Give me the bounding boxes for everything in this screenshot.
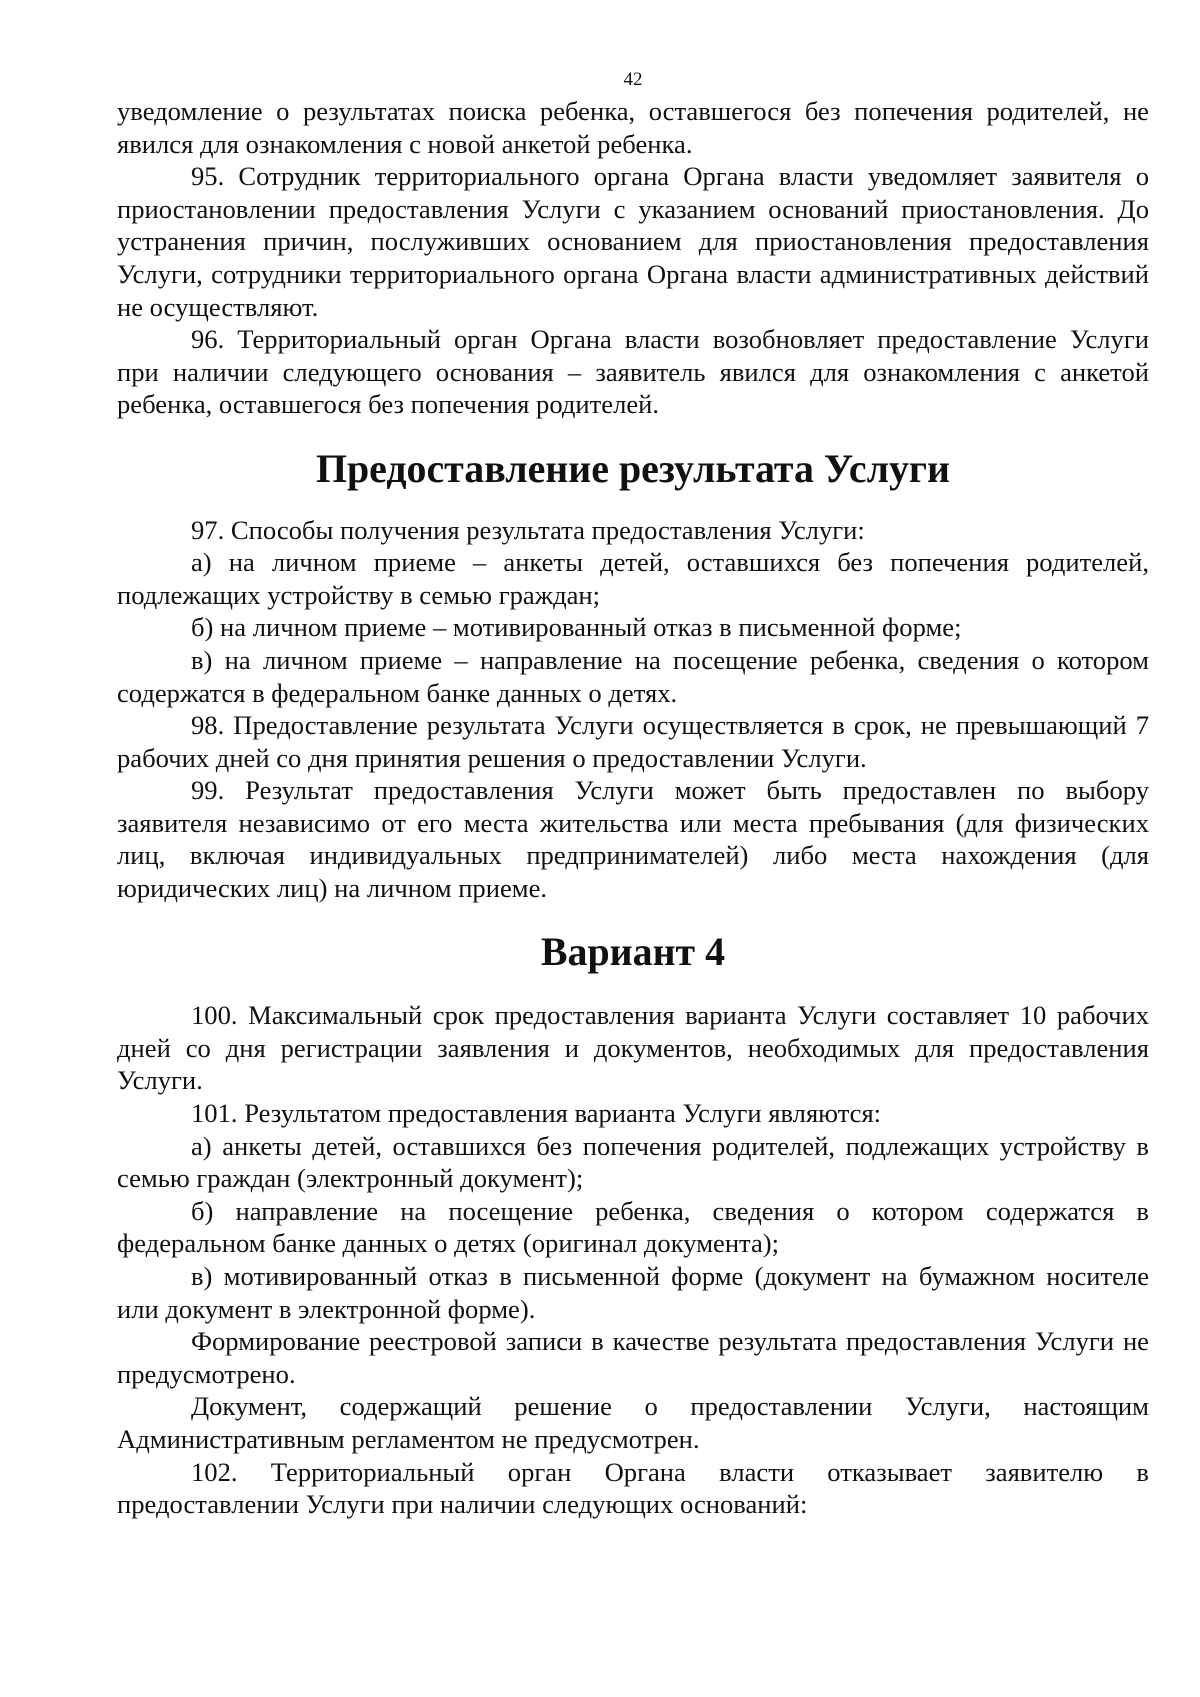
paragraph-97-b: б) на личном приеме – мотивированный отказ в письменной форме; — [191, 612, 962, 643]
paragraph-decision-document: Документ, содержащий решение о предоставлении Услуги, настоящим Административным регламентом не предусмотрен. — [117, 1391, 1149, 1454]
paragraph-97: 97. Способы получения результата предоставления Услуги: — [191, 514, 865, 545]
page-number: 42 — [623, 69, 643, 90]
paragraph-101-v: в) мотивированный отказ в письменной форме (документ на бумажном носителе или документ в электронной форме). — [117, 1261, 1149, 1324]
paragraph-101-b: б) направление на посещение ребенка, сведения о котором содержатся в федеральном банке данных о детях (оригинал документа); — [117, 1195, 1149, 1259]
paragraph-97-a: а) на личном приеме – анкеты детей, оставшихся без попечения родителей, подлежащих устройству в семью граждан; — [117, 547, 1149, 610]
paragraph-registry-record: Формирование реестровой записи в качестве результата предоставления Услуги не предусмотрено. — [117, 1326, 1149, 1389]
paragraph-98: 98. Предоставление результата Услуги осуществляется в срок, не превышающий 7 рабочих дней со дня принятия решения о предоставлении Услуги. — [117, 710, 1149, 773]
paragraph-97-v: в) на личном приеме – направление на посещение ребенка, сведения о котором содержатся в федеральном банке данных о детях. — [117, 644, 1149, 708]
paragraph-continuation: уведомление о результатах поиска ребенка, оставшегося без попечения родителей, не явился для ознакомления с новой анкетой ребенка. — [117, 96, 1149, 159]
paragraph-101: 101. Результатом предоставления варианта Услуги являются: — [191, 1098, 882, 1129]
paragraph-100: 100. Максимальный срок предоставления варианта Услуги составляет 10 рабочих дней со дня регистрации заявления и документов, необходимых для предоставления Услуги. — [117, 1000, 1149, 1096]
paragraph-102: 102. Территориальный орган Органа власти отказывает заявителю в предоставлении Услуги при наличии следующих оснований: — [117, 1456, 1149, 1520]
section-heading-result: Предоставление результата Услуги — [315, 445, 951, 491]
paragraph-96: 96. Территориальный орган Органа власти возобновляет предоставление Услуги при наличии следующего основания – заявитель явился для ознакомления с анкетой ребенка, оставшегося без попечения родителей. — [117, 324, 1149, 420]
document-page — [117, 68, 1149, 1521]
section-heading-variant-4: Вариант 4 — [540, 928, 726, 974]
paragraph-99: 99. Результат предоставления Услуги может быть предоставлен по выбору заявителя независимо от его места жительства или места пребывания (для физических лиц, включая индивидуальных предпринимателей) либо места нахождения (для юридических лиц) на личном приеме. — [117, 775, 1149, 904]
paragraph-95: 95. Сотрудник территориального органа Органа власти уведомляет заявителя о приостановлении предоставления Услуги с указанием оснований приостановления. До устранения причин, послуживших основанием для приостановления предоставления Услуги, сотрудники территориального органа Органа власти административных действий не осуществляют. — [117, 161, 1149, 322]
paragraph-101-a: а) анкеты детей, оставшихся без попечения родителей, подлежащих устройству в семью граждан (электронный документ); — [117, 1130, 1149, 1194]
